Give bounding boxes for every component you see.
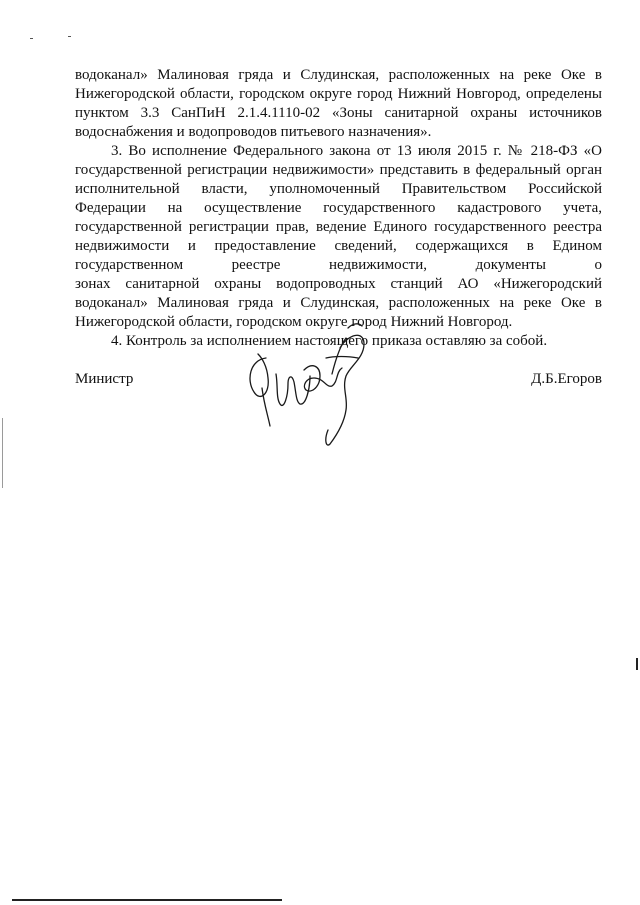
- scan-edge-line: [2, 418, 3, 488]
- text-line: государственном реестре недвижимости, документы о: [75, 257, 602, 273]
- text-line: Нижегородской области, городском округе город Нижний Новгород.: [75, 314, 513, 330]
- scan-bottom-edge: [12, 899, 282, 901]
- paragraph-3-start: 3. Во исполнение Федерального закона от 13 июля 2015 г. № 218-ФЗ «О: [111, 143, 602, 159]
- text-line: исполнительной власти, уполномоченный Правительством Российской: [75, 181, 602, 197]
- text-line: пунктом 3.3 СанПиН 2.1.4.1110-02 «Зоны санитарной охраны источников: [75, 105, 602, 121]
- signatory-name: Д.Б.Егоров: [531, 371, 602, 387]
- text-line: Федерации на осуществление государственного кадастрового учета,: [75, 200, 602, 216]
- text-line: государственной регистрации прав, ведение Единого государственного реестра: [75, 219, 602, 235]
- text-line: зонах санитарной охраны водопроводных станций АО «Нижегородский: [75, 276, 602, 292]
- text-line: водоканал» Малиновая гряда и Слудинская, расположенных на реке Оке в: [75, 67, 602, 83]
- scan-edge-mark: [636, 658, 638, 670]
- text-line: государственной регистрации недвижимости» представить в федеральный орган: [75, 162, 602, 178]
- text-line: водоснабжения и водопроводов питьевого назначения».: [75, 124, 432, 140]
- text-line: водоканал» Малиновая гряда и Слудинская, расположенных на реке Оке в: [75, 295, 602, 311]
- text-line: недвижимости и предоставление сведений, содержащихся в Едином: [75, 238, 602, 254]
- signatory-title: Министр: [75, 371, 134, 387]
- text-line: Нижегородской области, городском округе город Нижний Новгород, определены: [75, 86, 602, 102]
- paragraph-4: 4. Контроль за исполнением настоящего приказа оставляю за собой.: [111, 333, 548, 349]
- handwritten-signature: [240, 318, 380, 450]
- scan-artifact: [30, 36, 90, 42]
